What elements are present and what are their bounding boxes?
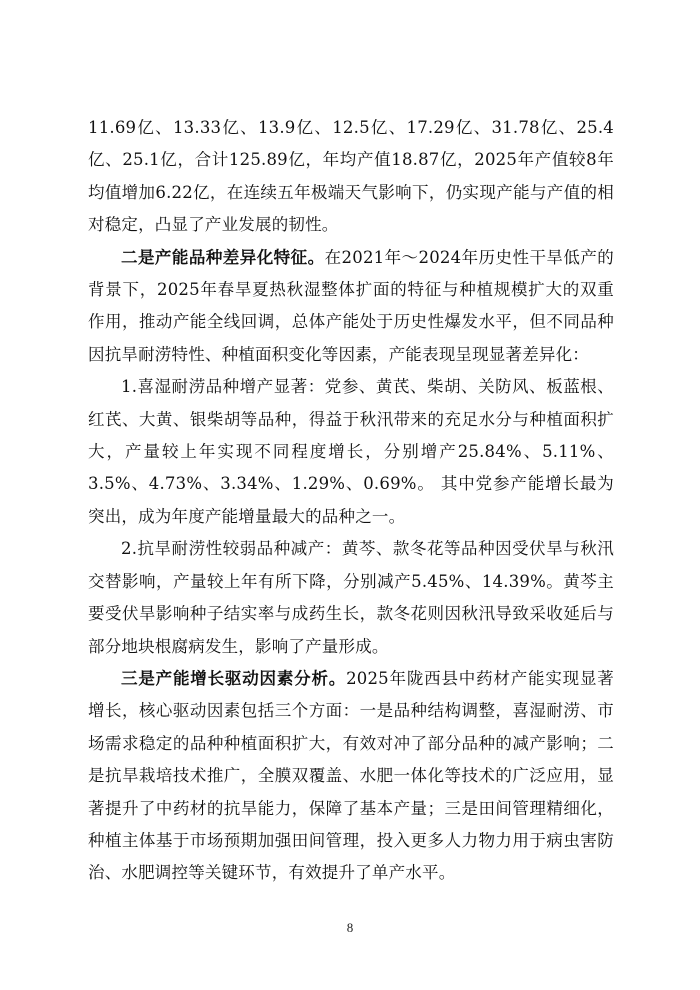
paragraph-weak-tolerance-decrease: 2.抗旱耐涝性较弱品种减产：黄芩、款冬花等品种因受伏旱与秋汛交替影响，产量较上年有所下降，分别减产5.45%、14.39%。黄芩主要受伏旱影响种子结实率与成药生长，款冬花则因秋汛导致采收延后与部分地块根腐病发生，影响了产量形成。 xyxy=(88,539,614,656)
paragraph-growth-drivers xyxy=(88,663,614,890)
page-number: 8 xyxy=(346,920,354,935)
body-text xyxy=(88,112,614,890)
section-heading-variety-differences: 二是产能品种差异化特征。 xyxy=(121,247,325,267)
section-heading-growth-drivers: 三是产能增长驱动因素分析。 xyxy=(121,668,347,688)
paragraph-wet-tolerant-increase: 1.喜湿耐涝品种增产显著：党参、黄芪、柴胡、关防风、板蓝根、红芪、大黄、银柴胡等品种，得益于秋汛带来的充足水分与种植面积扩大，产量较上年实现不同程度增长，分别增产25.84%、5.11%、3.5%、4.73%、3.34%、1.29%、0.69%。 其中党参产能增长最为突出，成为年度产能增量最大的品种之一。 xyxy=(88,377,614,526)
paragraph-variety-differences-body: 在2021年～2024年历史性干旱低产的背景下，2025年春旱夏热秋湿整体扩面的特征与种植规模扩大的双重作用，推动产能全线回调，总体产能处于历史性爆发水平，但不同品种因抗旱耐涝特性、种植面积变化等因素，产能表现呈现显著差异化： xyxy=(88,247,614,364)
paragraph-growth-drivers-body: 2025年陇西县中药材产能实现显著增长，核心驱动因素包括三个方面：一是品种结构调整，喜湿耐涝、市场需求稳定的品种种植面积扩大，有效对冲了部分品种的减产影响；二是抗旱栽培技术推广，全膜双覆盖、水肥一体化等技术的广泛应用，显著提升了中药材的抗旱能力，保障了基本产量；三是田间管理精细化，种植主体基于市场预期加强田间管理，投入更多人力物力用于病虫害防治、水肥调控等关键环节，有效提升了单产水平。 xyxy=(88,668,614,883)
paragraph-variety-differences xyxy=(88,242,614,372)
paragraph-output-value-continuation: 11.69亿、13.33亿、13.9亿、12.5亿、17.29亿、31.78亿、25.4亿、25.1亿，合计125.89亿，年均产值18.87亿，2025年产值较8年均值增加6.22亿，在连续五年极端天气影响下，仍实现产能与产值的相对稳定，凸显了产业发展的韧性。 xyxy=(88,118,614,235)
